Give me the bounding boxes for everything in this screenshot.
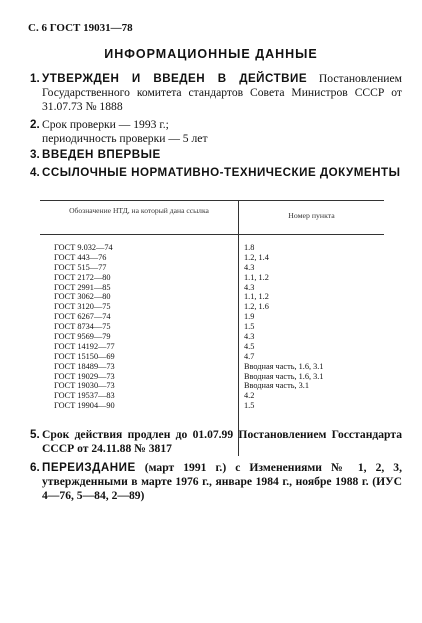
section-2 — [30, 118, 402, 146]
table-row — [40, 312, 384, 322]
table-row — [40, 263, 384, 273]
section-heading: ССЫЛОЧНЫЕ НОРМАТИВНО-ТЕХНИЧЕСКИЕ ДОКУМЕНТЫ — [42, 166, 401, 179]
cell-clause: 4.7 — [244, 351, 255, 361]
cell-document: ГОСТ 19029—73 — [54, 371, 115, 381]
section-5 — [30, 428, 402, 456]
page-title: ИНФОРМАЦИОННЫЕ ДАННЫЕ — [104, 47, 318, 61]
table-row — [40, 243, 384, 253]
section-1 — [30, 72, 402, 114]
section-text: (март 1991 г.) с Изменениями № 1, 2, 3, утвержденными в марте 1976 г., январе 1984 г., ноябре 1988 г. (ИУС 4—76, 5—84, 2—89) — [42, 461, 402, 502]
section-number: 2. — [30, 118, 40, 131]
table-row — [40, 253, 384, 263]
cell-clause: 4.3 — [244, 262, 255, 272]
cell-document: ГОСТ 3062—80 — [54, 292, 111, 302]
cell-document: ГОСТ 19030—73 — [54, 381, 115, 391]
section-number: 1. — [30, 72, 40, 85]
column-header-document: Обозначение НТД, на который дана ссылка — [69, 206, 209, 215]
section-3 — [30, 148, 402, 162]
cell-clause: 1.1, 1.2 — [244, 272, 269, 282]
cell-clause: 4.2 — [244, 391, 255, 401]
table-row — [40, 342, 384, 352]
cell-clause: 1.9 — [244, 312, 255, 322]
cell-document: ГОСТ 15150—69 — [54, 351, 115, 361]
section-6 — [30, 461, 402, 503]
cell-document: ГОСТ 8734—75 — [54, 322, 111, 332]
section-text: Постановлением Государственного комитета стандартов Совета Министров СССР от 31.07.73 № 1888 — [42, 72, 402, 113]
cell-clause: 4.3 — [244, 282, 255, 292]
cell-document: ГОСТ 3120—75 — [54, 302, 111, 312]
cell-clause: 1.5 — [244, 401, 255, 411]
cell-clause: 1.2, 1.4 — [244, 252, 269, 262]
cell-document: ГОСТ 6267—74 — [54, 312, 111, 322]
section-heading: ВВЕДЕН ВПЕРВЫЕ — [42, 148, 161, 161]
section-heading: УТВЕРЖДЕН И ВВЕДЕН В ДЕЙСТВИЕ — [42, 72, 308, 85]
table-row — [40, 332, 384, 342]
table-row — [40, 352, 384, 362]
section-text: Срок действия продлен до 01.07.99 Постановлением Госстандарта СССР от 24.11.88 № 3817 — [42, 428, 402, 455]
section-4 — [30, 166, 402, 180]
cell-clause: Вводная часть, 3.1 — [244, 381, 310, 391]
cell-clause: 1.1, 1.2 — [244, 292, 269, 302]
cell-clause: Вводная часть, 1.6, 3.1 — [244, 361, 324, 371]
cell-clause: 4.3 — [244, 332, 255, 342]
section-number: 6. — [30, 461, 40, 474]
cell-document: ГОСТ 14192—77 — [54, 341, 115, 351]
table-row — [40, 372, 384, 382]
section-number: 5. — [30, 428, 40, 441]
cell-document: ГОСТ 2991—85 — [54, 282, 111, 292]
table-row — [40, 381, 384, 391]
references-table — [40, 200, 384, 411]
table-row — [40, 391, 384, 401]
section-text-secondary: периодичность проверки — 5 лет — [42, 132, 208, 145]
cell-document: ГОСТ 2172—80 — [54, 272, 111, 282]
page-header: С. 6 ГОСТ 19031—78 — [28, 22, 133, 34]
table-row — [40, 273, 384, 283]
cell-clause: 1.8 — [244, 243, 255, 252]
section-text: Срок проверки — 1993 г.; — [42, 118, 169, 131]
table-row — [40, 322, 384, 332]
cell-document: ГОСТ 19904—90 — [54, 401, 115, 411]
column-header-clause: Номер пункта — [288, 211, 335, 220]
table-header — [40, 200, 384, 235]
cell-document: ГОСТ 18489—73 — [54, 361, 115, 371]
section-number: 3. — [30, 148, 40, 161]
cell-document: ГОСТ 443—76 — [54, 252, 107, 262]
table-body — [40, 235, 384, 411]
table-row — [40, 283, 384, 293]
cell-document: ГОСТ 9.032—74 — [54, 243, 113, 252]
section-number: 4. — [30, 166, 40, 179]
cell-clause: Вводная часть, 1.6, 3.1 — [244, 371, 324, 381]
table-row — [40, 362, 384, 372]
cell-document: ГОСТ 515—77 — [54, 262, 107, 272]
cell-document: ГОСТ 19537—83 — [54, 391, 115, 401]
section-heading: ПЕРЕИЗДАНИЕ — [42, 461, 136, 474]
cell-document: ГОСТ 9569—79 — [54, 332, 111, 342]
cell-clause: 1.2, 1.6 — [244, 302, 269, 312]
table-row — [40, 292, 384, 302]
cell-clause: 1.5 — [244, 322, 255, 332]
cell-clause: 4.5 — [244, 341, 255, 351]
table-row — [40, 401, 384, 411]
table-row — [40, 302, 384, 312]
